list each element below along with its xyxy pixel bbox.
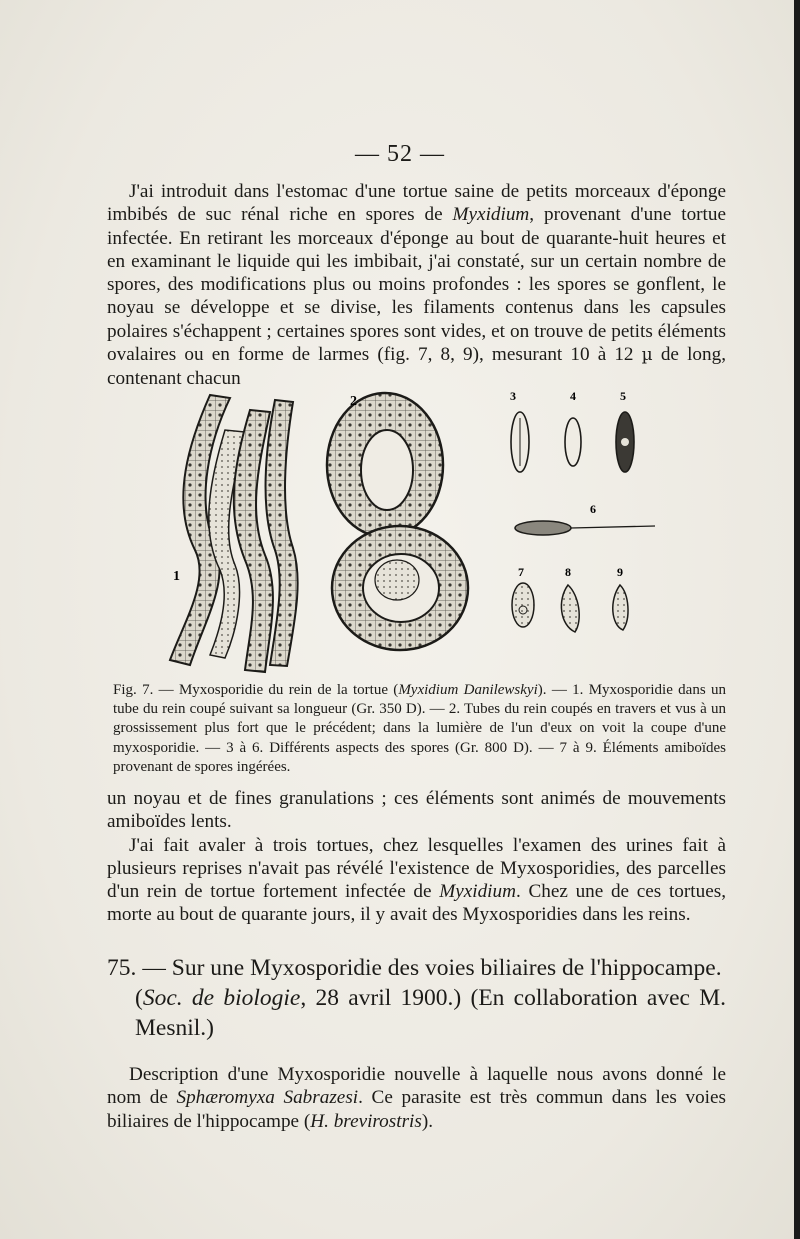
kidney-tube-longitudinal	[170, 395, 298, 672]
paragraph-text	[107, 834, 726, 927]
section-number: 75.	[107, 955, 137, 981]
figure-label-2: 2	[350, 394, 357, 409]
paragraph-text	[107, 1063, 726, 1133]
figure-label-8: 8	[565, 565, 571, 579]
micron-symbol: µ	[641, 345, 653, 366]
species-name: Sphæromyxa Sabrazesi	[176, 1087, 359, 1109]
figure-label-5: 5	[620, 389, 626, 403]
section-75-heading	[107, 953, 726, 1043]
kidney-tube-transverse	[327, 393, 468, 650]
paragraph-amoeboid	[107, 787, 726, 927]
figure-7-drawing	[165, 380, 665, 675]
text-run: ).	[421, 1110, 434, 1132]
figure-caption	[113, 681, 726, 777]
spore-with-filament	[515, 521, 655, 535]
figure-label-4: 4	[570, 389, 576, 403]
figure-7-illustration	[165, 380, 665, 675]
figure-label-1: 1	[173, 569, 180, 584]
species-name: Myxidium Danilewskyi	[398, 682, 538, 698]
text-run: J'ai introduit dans l'estomac d'une tortue saine de petits morceaux d'éponge imbibés de suc rénal riche en spores de	[107, 181, 726, 226]
text-run: de long, contenant chacun	[107, 344, 726, 390]
page-number: — 52 —	[355, 141, 445, 167]
genus-name: Myxidium	[452, 204, 530, 226]
paragraph-text	[107, 180, 726, 391]
text-run: J'ai fait avaler à trois tortues, chez lesquelles l'examen des urines fait à plusieurs reprises n'avait pas révélé l'existence de Myxosporidies, des parcelles d'un rein de tortue fortement infectée de	[107, 834, 726, 903]
spore-drawings	[511, 412, 634, 472]
caption-text: Fig. 7. — Myxosporidie du rein de la tortue (	[113, 682, 399, 698]
text-run: . Chez une de ces tortues, morte au bout de quarante jours, il y avait des Myxosporidies dans les reins.	[107, 881, 726, 926]
section-source	[107, 983, 726, 1043]
scan-edge	[794, 0, 800, 1239]
source-paren: (	[135, 985, 143, 1011]
figure-label-9: 9	[617, 565, 623, 579]
figure-label-6: 6	[590, 502, 596, 516]
text-run: Description d'une Myxosporidie nouvelle à laquelle nous avons donné le nom de	[107, 1064, 726, 1109]
host-name: H. brevirostris	[310, 1110, 422, 1132]
genus-name: Myxidium	[439, 881, 516, 903]
section-title: — Sur une Myxosporidie des voies biliaires de l'hippocampe.	[142, 955, 722, 981]
amoeboid-elements	[512, 583, 628, 632]
source-journal: Soc. de biologie	[142, 985, 301, 1011]
caption-text: ). — 1. Myxosporidie dans un tube du rein coupé suivant sa longueur (Gr. 350 D). — 2. Tubes du rein coupés en travers et vus à un grossissement plus fort que le précédent; dans la lumière de l'un d'eux on voit la coupe d'une myxosporidie. — 3 à 6. Différents aspects des spores (Gr. 800 D). — 7 à 9. Éléments amiboïdes provenant de spores ingérées.	[113, 682, 726, 775]
text-run: . Ce parasite est très commun dans les voies biliaires de l'hippocampe (	[107, 1087, 726, 1132]
paragraph-sponge-experiment	[107, 180, 726, 391]
paragraph-text: un noyau et de fines granulations ; ces éléments sont animés de mouvements amiboïdes lents.	[107, 788, 726, 833]
figure-label-7: 7	[518, 565, 524, 579]
text-run: , provenant d'une tortue infectée. En retirant les morceaux d'éponge au bout de quarante-huit heures et en examinant le liquide qui les imbibait, j'ai constaté, sur un certain nombre de spores, des modifications plus ou moins profondes : les spores se gonflent, le noyau se développe et se divise, les filaments contenus dans les capsules polaires s'échappent ; certaines spores sont vides, et on trouve de petits éléments ovalaires ou en forme de larmes (fig. 7, 8, 9), mesurant 10 à 12	[107, 204, 726, 366]
paragraph-sphaeromyxa	[107, 1063, 726, 1133]
figure-label-3: 3	[510, 389, 516, 403]
source-details: , 28 avril 1900.) (En collaboration avec M. Mesnil.)	[135, 985, 726, 1041]
